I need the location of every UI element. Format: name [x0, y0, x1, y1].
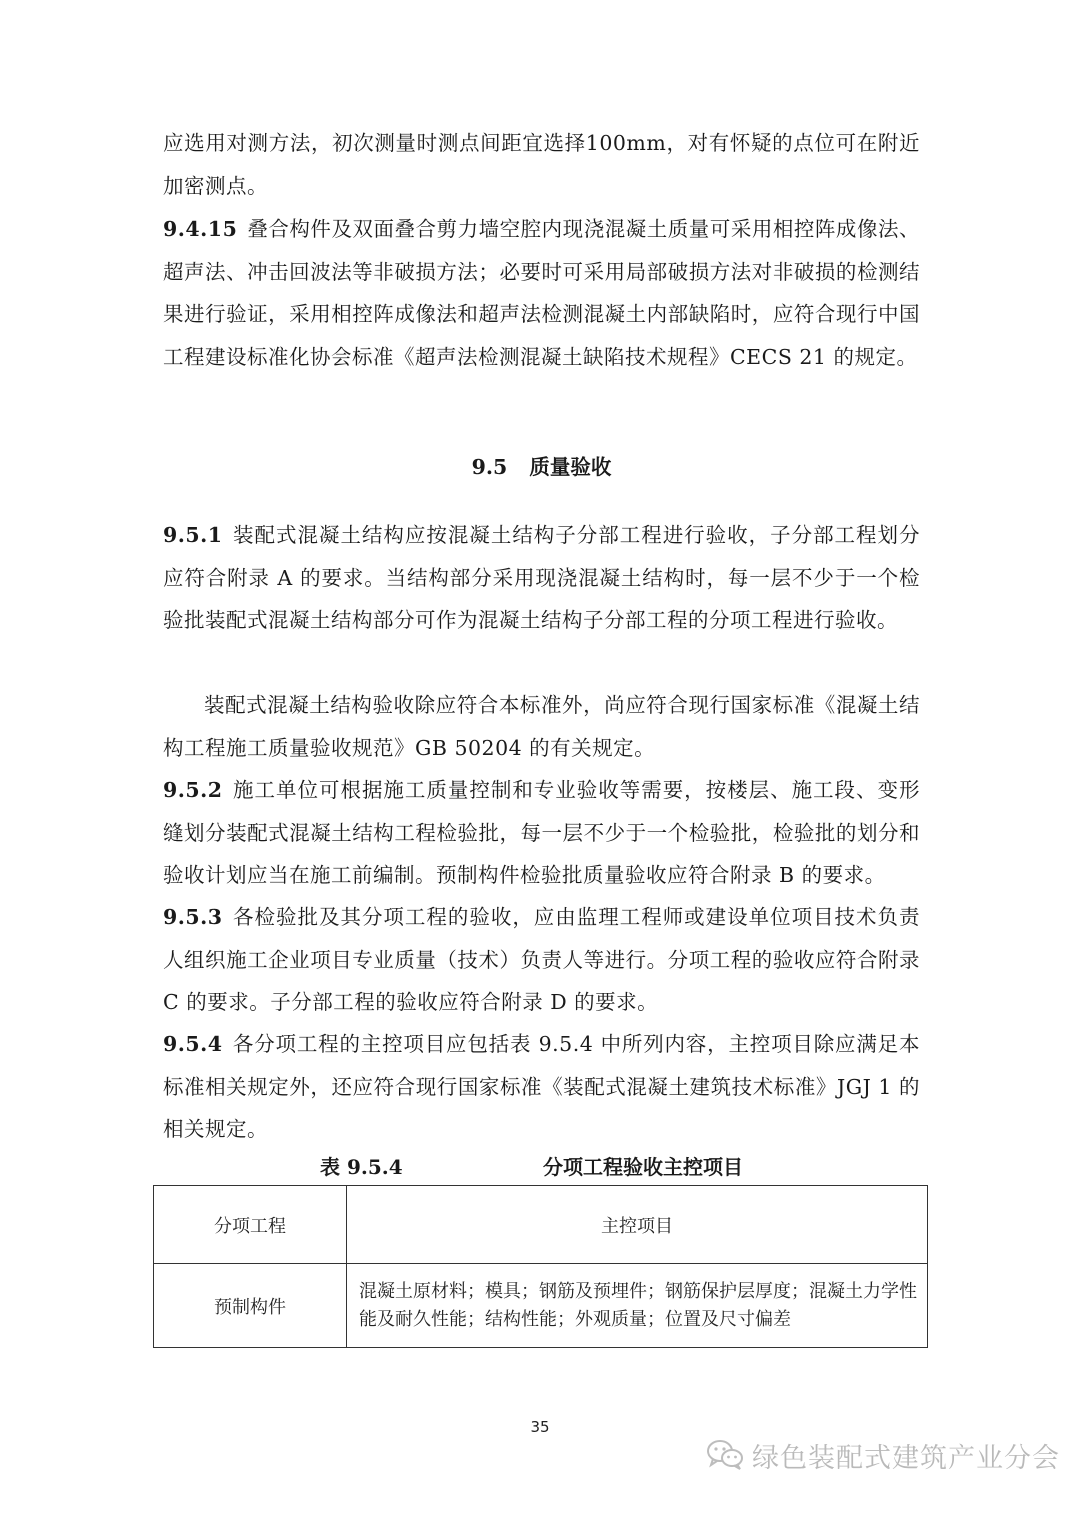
clause-number: 9.5.4: [163, 1032, 223, 1056]
clause-number: 9.5.1: [163, 523, 223, 547]
section-title: 质量验收: [529, 455, 612, 479]
section-heading: [163, 446, 920, 488]
table-number: 表 9.5.4: [320, 1155, 403, 1179]
paragraph-text: 各检验批及其分项工程的验收，应由监理工程师或建设单位项目技术负责人组织施工企业项目专业质量（技术）负责人等进行。分项工程的验收应符合附录 C 的要求。子分部工程的验收应符合附录 D 的要求。: [163, 905, 920, 1014]
clause-number: 9.4.15: [163, 217, 238, 241]
table-row: [154, 1264, 928, 1348]
clause-9-5-4: [163, 1023, 920, 1151]
header-main-control: 主控项目: [347, 1186, 928, 1264]
wechat-icon: [706, 1439, 744, 1471]
row-main-control-items: 混凝土原材料；模具；钢筋及预埋件；钢筋保护层厚度；混凝土力学性能及耐久性能；结构性能；外观质量；位置及尺寸偏差: [347, 1264, 928, 1348]
paragraph-text: 装配式混凝土结构验收除应符合本标准外，尚应符合现行国家标准《混凝土结构工程施工质量验收规范》GB 50204 的有关规定。: [163, 693, 920, 760]
paragraph-text: 施工单位可根据施工质量控制和专业验收等需要，按楼层、施工段、变形缝划分装配式混凝土结构工程检验批，每一层不少于一个检验批，检验批的划分和验收计划应当在施工前编制。预制构件检验批质量验收应符合附录 B 的要求。: [163, 778, 920, 887]
table-header-row: [154, 1186, 928, 1264]
row-sub-item: 预制构件: [154, 1264, 347, 1348]
clause-number: 9.5.3: [163, 905, 223, 929]
clause-number: 9.5.2: [163, 778, 223, 802]
paragraph-indented: [163, 684, 920, 769]
watermark-text: 绿色装配式建筑产业分会: [752, 1442, 1060, 1474]
paragraph-text: 装配式混凝土结构应按混凝土结构子分部工程进行验收，子分部工程划分应符合附录 A 的要求。当结构部分采用现浇混凝土结构时，每一层不少于一个检验批装配式混凝土结构部分可作为混凝土结构子分部工程的分项工程进行验收。: [163, 523, 920, 632]
table-caption: [153, 1152, 928, 1182]
paragraph-text: 应选用对测方法，初次测量时测点间距宜选择100mm，对有怀疑的点位可在附近加密测点。: [163, 131, 920, 198]
clause-9-5-3: [163, 896, 920, 1024]
clause-9-5-1: [163, 514, 920, 642]
clause-9-4-15: [163, 208, 920, 378]
table-title: 分项工程验收主控项目: [543, 1155, 743, 1179]
paragraph-continuation: [163, 122, 920, 207]
main-control-items-table: [153, 1185, 928, 1348]
header-sub-item: 分项工程: [154, 1186, 347, 1264]
page-number: 35: [530, 1418, 550, 1436]
paragraph-text: 叠合构件及双面叠合剪力墙空腔内现浇混凝土质量可采用相控阵成像法、超声法、冲击回波法等非破损方法；必要时可采用局部破损方法对非破损的检测结果进行验证，采用相控阵成像法和超声法检测混凝土内部缺陷时，应符合现行中国工程建设标准化协会标准《超声法检测混凝土缺陷技术规程》CECS 21 的规定。: [163, 217, 920, 369]
watermark: [706, 1437, 1060, 1473]
paragraph-text: 各分项工程的主控项目应包括表 9.5.4 中所列内容，主控项目除应满足本标准相关规定外，还应符合现行国家标准《装配式混凝土建筑技术标准》JGJ 1 的相关规定。: [163, 1032, 920, 1141]
clause-9-5-2: [163, 769, 920, 897]
section-number: 9.5: [471, 455, 508, 479]
